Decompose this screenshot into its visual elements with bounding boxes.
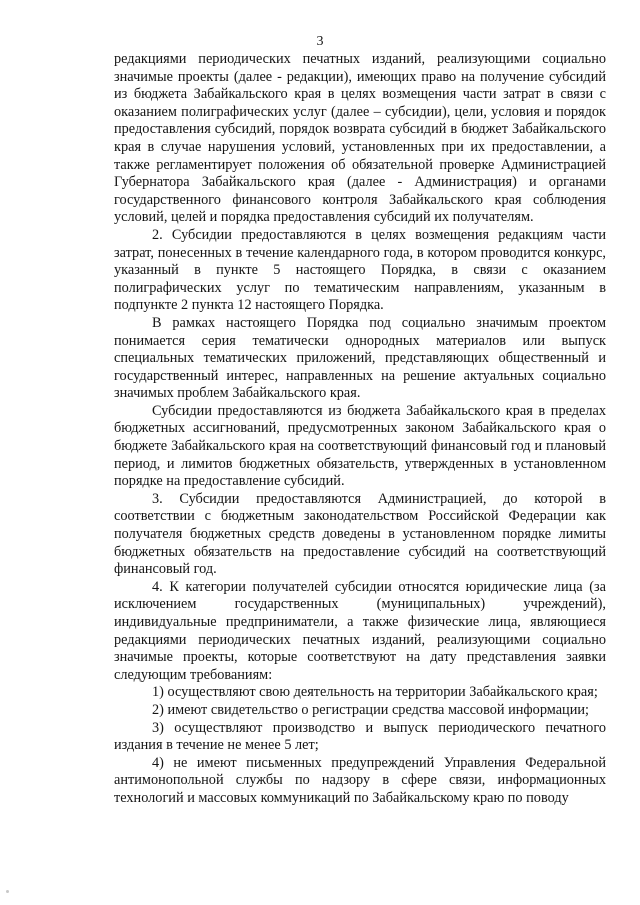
requirement-4: 4) не имеют письменных предупреждений Управления Федеральной антимонопольной службы по надзору в сфере связи, информационных технологий и массовых коммуникаций по Забайкальскому краю по поводу <box>114 754 606 806</box>
paragraph-item-2: 2. Субсидии предоставляются в целях возмещения редакциям части затрат, понесенных в течение календарного года, в котором проводится конкурс, указанный в пункте 5 настоящего Порядка, в связи с оказанием полиграфических услуг по тематическим направлениям, указанным в подпункте 2 пункта 12 настоящего Порядка. <box>114 226 606 314</box>
scan-margin-mark <box>6 890 9 893</box>
requirement-2: 2) имеют свидетельство о регистрации средства массовой информации; <box>152 701 589 718</box>
paragraph-budget-limits: Субсидии предоставляются из бюджета Забайкальского края в пределах бюджетных ассигнований, предусмотренных законом Забайкальского края о бюджете Забайкальского края на соответствующий финансовый год и плановый период, и лимитов бюджетных обязательств, утвержденных в установленном порядке на предоставление субсидий. <box>114 402 606 490</box>
paragraph-intro-continuation: редакциями периодических печатных изданий, реализующими социально значимые проекты (далее - редакции), имеющих право на получение субсидий из бюджета Забайкальского края в целях возмещения части затрат в связи с оказанием полиграфических услуг (далее – субсидии), цели, условия и порядок предоставления субсидий, порядок возврата субсидий в бюджет Забайкальского края в случае нарушения условий, установленных при их предоставлении, а также регламентирует положения об обязательной проверке Администрацией Губернатора Забайкальского края (далее - Администрация) и органами государственного финансового контроля Забайкальского края соблюдения условий, целей и порядка предоставления субсидий их получателям. <box>114 51 606 226</box>
document-body <box>114 51 606 808</box>
requirement-1: 1) осуществляют свою деятельность на территории Забайкальского края; <box>152 684 598 701</box>
requirement-3: 3) осуществляют производство и выпуск периодического печатного издания в течение не менее 5 лет; <box>114 719 606 754</box>
paragraph-item-4: 4. К категории получателей субсидии относятся юридические лица (за исключением государственных (муниципальных) учреждений), индивидуальные предприниматели, а также физические лица, являющиеся редакциями периодических печатных изданий, реализующими социально значимые проекты, которые соответствуют на дату представления заявки следующим требованиям: <box>114 578 606 683</box>
paragraph-social-project-definition: В рамках настоящего Порядка под социально значимым проектом понимается серия тематически однородных материалов или выпуск специальных тематических приложений, представляющих общественный и государственный интерес, направленных на решение актуальных социально значимых проблем Забайкальского края. <box>114 314 606 402</box>
paragraph-item-3: 3. Субсидии предоставляются Администрацией, до которой в соответствии с бюджетным законодательством Российской Федерации как получателя бюджетных средств доведены в установленном порядке лимиты бюджетных обязательств на предоставление субсидий на соответствующий финансовый год. <box>114 490 606 578</box>
page-number: 3 <box>316 34 324 49</box>
